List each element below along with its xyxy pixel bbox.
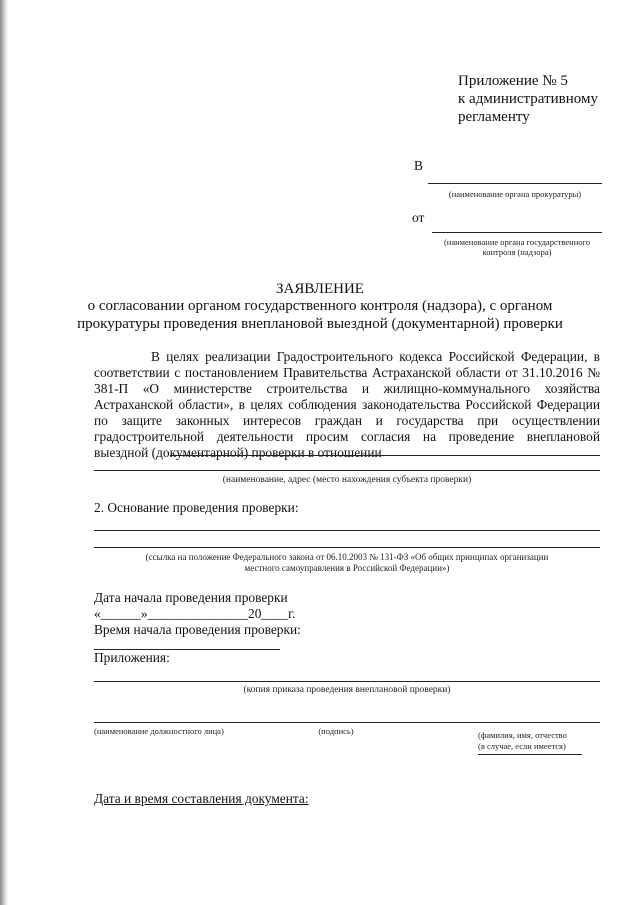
document-subtitle-2: прокуратуры проведения внеплановой выездной (документарной) проверки (77, 316, 563, 332)
from-line[interactable] (432, 232, 602, 233)
name-caption-underline (478, 754, 582, 755)
annex-line-1: Приложение № 5 (458, 73, 568, 89)
document-subtitle-1: о согласовании органом государственного контроля (надзора), с органом (87, 298, 553, 314)
from-label: от (412, 210, 425, 225)
from-caption-1: (наименование органа государственного (443, 237, 591, 247)
start-date-field[interactable]: «______»_______________20____г. (94, 606, 296, 621)
annex-line-2: к административному (458, 91, 598, 107)
annex-header (458, 72, 598, 126)
attachments-label: Приложения: (94, 650, 170, 665)
document-title: ЗАЯВЛЕНИЕ (276, 281, 364, 297)
request-body (94, 349, 600, 461)
basis-caption-2: местного самоуправления в Российской Федерации») (244, 563, 450, 573)
to-caption: (наименование органа прокуратуры) (448, 189, 582, 199)
subject-line-2[interactable] (94, 470, 600, 471)
basis-line-1[interactable] (94, 530, 600, 531)
subject-line-1[interactable] (170, 455, 600, 456)
position-caption: (наименование должностного лица) (94, 726, 224, 736)
start-time-label: Время начала проведения проверки: (94, 622, 301, 637)
name-caption-1: (фамилия, имя, отчество (478, 730, 567, 740)
attachments-caption: (копия приказа проведения внеплановой проверки) (243, 685, 451, 695)
document-datetime-label: Дата и время составления документа: (94, 791, 309, 806)
attachments-line[interactable] (94, 681, 600, 682)
basis-line-2[interactable] (94, 547, 600, 548)
to-line[interactable] (428, 183, 602, 184)
subject-caption: (наименование, адрес (место нахождения субъекта проверки) (222, 475, 472, 485)
to-label: В (414, 158, 423, 173)
request-paragraph: В целях реализации Градостроительного кодекса Российской Федерации, в соответствии с постановлением Правительства Астраханской области от 31.10.2016 № 381-П «О министерстве строительства и жилищно-коммунального хозяйства Астраханской области», в целях соблюдения законодательства Российской Федерации по защите законных интересов граждан и государства при осуществлении градостроительной деятельности просим согласия на проведение внеплановой выездной (документарной) проверки в отношении (94, 349, 600, 460)
signature-line[interactable] (94, 722, 600, 723)
basis-label: 2. Основание проведения проверки: (94, 500, 299, 515)
from-caption-2: контроля (надзора) (482, 247, 552, 257)
binding-edge (0, 0, 8, 905)
sign-caption: (подпись) (318, 726, 354, 736)
name-caption-2: (в случае, если имеется) (478, 741, 566, 751)
start-date-label: Дата начала проведения проверки (94, 590, 288, 605)
annex-line-3: регламенту (458, 109, 530, 125)
basis-caption-1: (ссылка на положение Федерального закона от 06.10.2003 № 131-ФЗ «Об общих принципах организации (145, 552, 549, 562)
